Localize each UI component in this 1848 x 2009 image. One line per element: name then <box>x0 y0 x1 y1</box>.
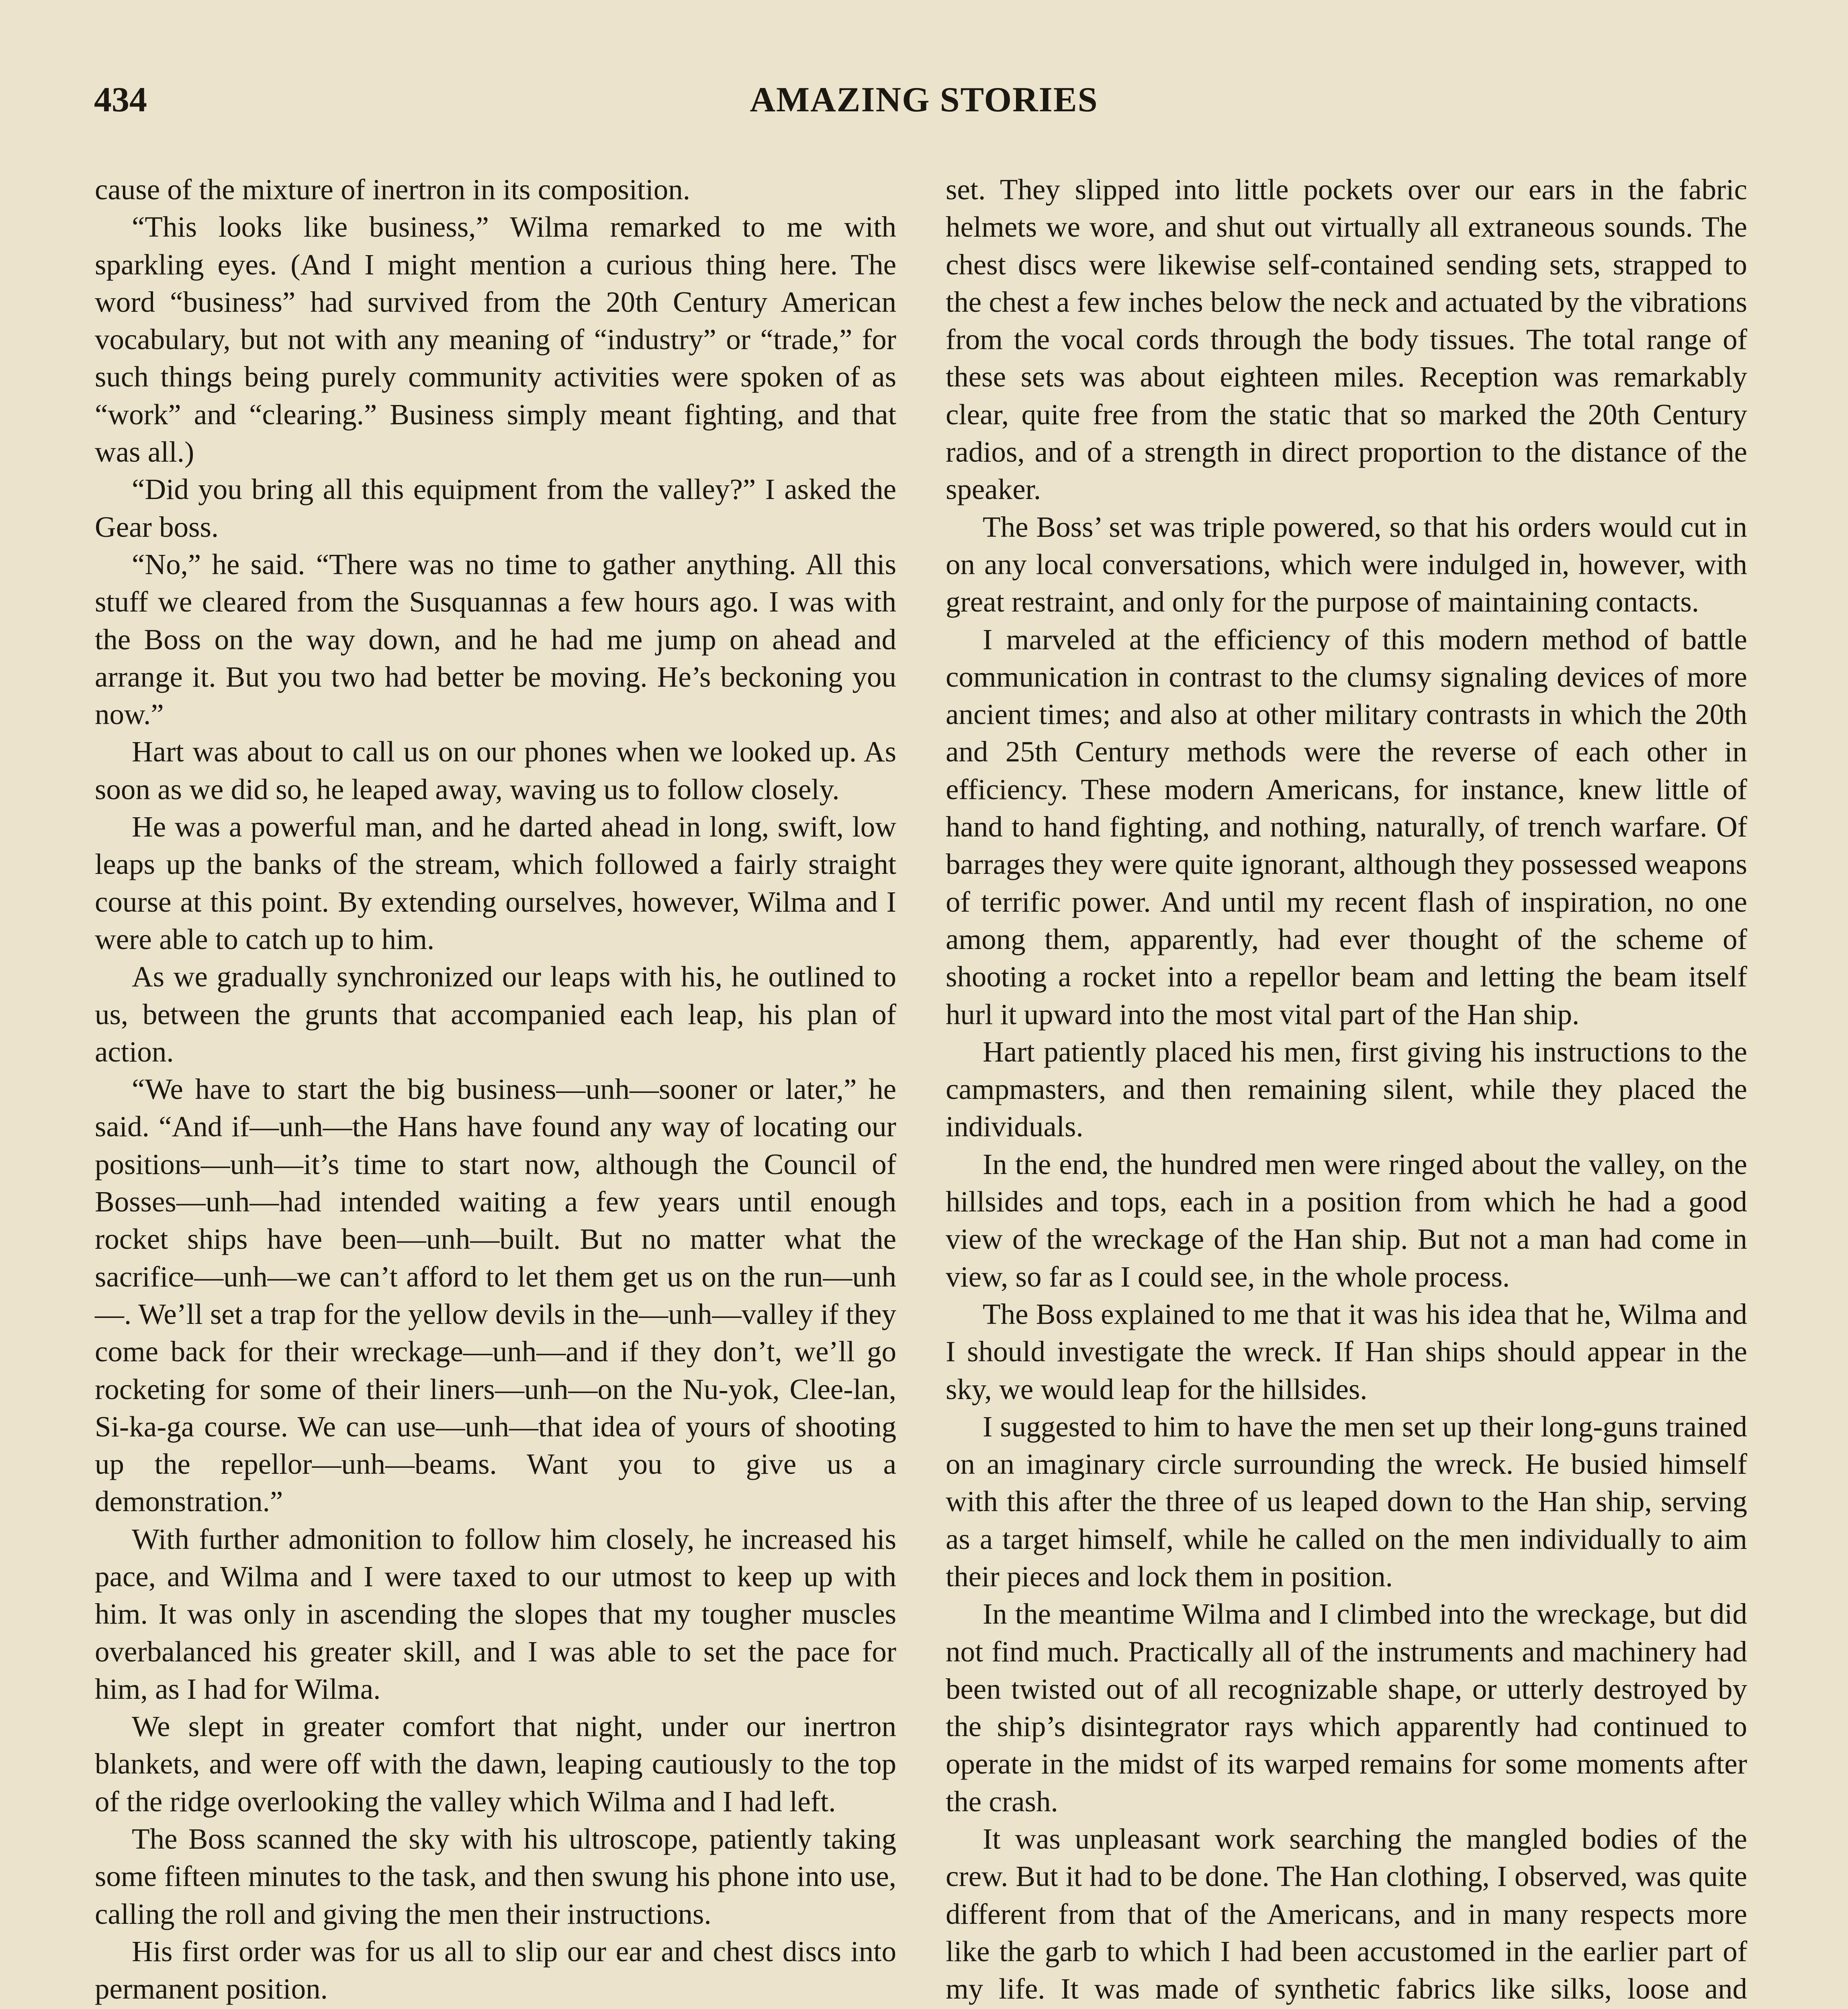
paragraph: “No,” he said. “There was no time to gather anything. All this stuff we cleared from the Susquannas a few hours ago. I was with the Boss on the way down, and he had me jump on ahead and arrange it. But you two had better be moving. He’s beckoning you now.” <box>95 548 896 731</box>
paragraph: The Boss scanned the sky with his ultroscope, patiently taking some fifteen minutes to the task, and then swung his phone into use, calling the roll and giving the men their instructions. <box>95 1823 896 1930</box>
text-column-right <box>946 171 1747 2009</box>
paragraph: With further admonition to follow him closely, he increased his pace, and Wilma and I were taxed to our utmost to keep up with him. It was only in ascending the slopes that my tougher muscles overbalanced his greater skill, and I was able to set the pace for him, as I had for Wilma. <box>95 1522 896 1705</box>
paragraph: He was a powerful man, and he darted ahead in long, swift, low leaps up the banks of the stream, which followed a fairly straight course at this point. By extending ourselves, however, Wilma and I were able to catch up to him. <box>95 810 896 955</box>
paragraph: cause of the mixture of inertron in its composition. <box>95 173 690 206</box>
paragraph: “We have to start the big business—unh—sooner or later,” he said. “And if—unh—the Hans have found any way of locating our positions—unh—it’s time to start now, although the Council of Bosses—unh—had intended waiting a few years until enough rocket ships have been—unh—built. But no matter what the sacrifice—unh—we can’t afford to let them get us on the run—unh—. We’ll set a trap for the yellow devils in the—unh—valley if they come back for their wreckage—unh—and if they don’t, we’ll go rocketing for some of their liners—unh—on the Nu-yok, Clee-lan, Si-ka-ga course. We can use—unh—that idea of yours of shooting up the repellor—unh—beams. Want you to give us a demonstration.” <box>95 1073 896 1518</box>
paragraph: In the end, the hundred men were ringed about the valley, on the hillsides and tops, each in a position from which he had a good view of the wreckage of the Han ship. But not a man had come in view, so far as I could see, in the whole process. <box>946 1148 1747 1293</box>
running-title: AMAZING STORIES <box>750 80 1098 119</box>
paragraph: Hart was about to call us on our phones when we looked up. As soon as we did so, he leaped away, waving us to follow closely. <box>95 735 896 806</box>
paragraph: “Did you bring all this equipment from the valley?” I asked the Gear boss. <box>95 473 896 543</box>
paragraph: “This looks like business,” Wilma remarked to me with sparkling eyes. (And I might mention a curious thing here. The word “business” had survived from the 20th Century American vocabulary, but not with any meaning of “industry” or “trade,” for such things being purely community activities were spoken of as “work” and “clearing.” Business simply meant fighting, and that was all.) <box>95 211 896 468</box>
paragraph: As we gradually synchronized our leaps with his, he outlined to us, between the grunts that accompanied each leap, his plan of action. <box>95 960 896 1068</box>
paragraph <box>95 2008 896 2009</box>
paragraph: The Boss’ set was triple powered, so that his orders would cut in on any local conversations, which were indulged in, however, with great restraint, and only for the purpose of maintaining contacts. <box>946 510 1747 618</box>
paragraph: In the meantime Wilma and I climbed into the wreckage, but did not find much. Practically all of the instruments and machinery had been twisted out of all recognizable shape, or utterly destroyed by the ship’s disintegrator rays which apparently had continued to operate in the midst of its warped remains for some moments after the crash. <box>946 1598 1747 1818</box>
paragraph: I marveled at the efficiency of this modern method of battle communication in contrast to the clumsy signaling devices of more ancient times; and also at other military contrasts in which the 20th and 25th Century methods were the reverse of each other in efficiency. These modern Americans, for instance, knew little of hand to hand fighting, and nothing, naturally, of trench warfare. Of barrages they were quite ignorant, although they possessed weapons of terrific power. And until my recent flash of inspiration, no one among them, apparently, had ever thought of the scheme of shooting a rocket into a repellor beam and letting the beam itself hurl it upward into the most vital part of the Han ship. <box>946 623 1747 1031</box>
page-number: 434 <box>94 80 147 119</box>
paragraph: set. They slipped into little pockets over our ears in the fabric helmets we wore, and shut out virtually all extraneous sounds. The chest discs were likewise self-contained sending sets, strapped to the chest a few inches below the neck and actuated by the vibrations from the vocal cords through the body tissues. The total range of these sets was about eighteen miles. Reception was remarkably clear, quite free from the static that so marked the 20th Century radios, and of a strength in direct proportion to the distance of the speaker. <box>946 173 1747 506</box>
paragraph: Hart patiently placed his men, first giving his instructions to the campmasters, and then remaining silent, while they placed the individuals. <box>946 1035 1747 1143</box>
paragraph: We slept in greater comfort that night, under our inertron blankets, and were off with the dawn, leaping cautiously to the top of the ridge overlooking the valley which Wilma and I had left. <box>95 1710 896 1818</box>
paragraph: The Boss explained to me that it was his idea that he, Wilma and I should investigate the wreck. If Han ships should appear in the sky, we would leap for the hillsides. <box>946 1297 1747 1405</box>
paragraph: His first order was for us all to slip our ear and chest discs into permanent position. <box>95 1935 896 2005</box>
paragraph: I suggested to him to have the men set up their long-guns trained on an imaginary circle surrounding the wreck. He busied himself with this after the three of us leaped down to the Han ship, serving as a target himself, while he called on the men individually to aim their pieces and lock them in position. <box>946 1410 1747 1593</box>
text-column-left <box>95 171 896 2009</box>
paragraph: It was unpleasant work searching the mangled bodies of the crew. But it had to be done. The Han clothing, I observed, was quite different from that of the Americans, and in many respects more like the garb to which I had been accustomed in the earlier part of my life. It was made of synthetic fabrics like silks, loose and <box>946 1823 1747 2005</box>
